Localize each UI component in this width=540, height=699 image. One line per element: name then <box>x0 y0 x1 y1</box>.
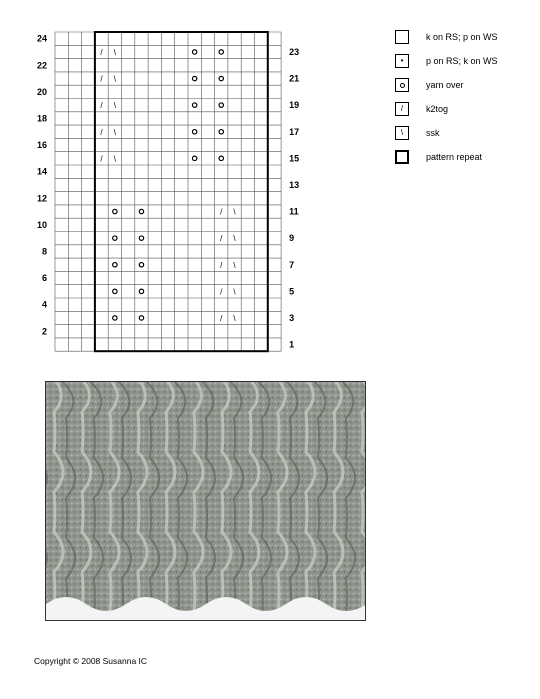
yarn-over-mark <box>219 50 223 54</box>
yarn-over-mark <box>219 103 223 107</box>
legend-label: yarn over <box>426 80 464 90</box>
legend-item-yarn-over <box>395 78 535 94</box>
row-number-left: 2 <box>41 326 47 337</box>
row-number-left: 16 <box>36 140 47 151</box>
row-number-right: 7 <box>289 259 295 270</box>
ssk-mark: \ <box>233 207 236 217</box>
ssk-mark: \ <box>233 234 236 244</box>
k2tog-icon: / <box>395 102 409 116</box>
ssk-mark: \ <box>113 47 116 57</box>
yarn-over-mark <box>139 316 143 320</box>
yarn-over-mark <box>192 103 196 107</box>
legend-item-ssk <box>395 126 535 142</box>
yarn-over-mark <box>139 263 143 267</box>
k2tog-mark: / <box>100 127 103 137</box>
row-number-right: 1 <box>289 339 295 350</box>
yarn-over-mark <box>113 209 117 213</box>
row-number-right: 15 <box>289 153 300 164</box>
ssk-icon: \ <box>395 126 409 140</box>
legend-item-purl <box>395 54 535 70</box>
ssk-mark: \ <box>233 313 236 323</box>
row-number-right: 3 <box>289 312 295 323</box>
yarn-over-mark <box>113 289 117 293</box>
k2tog-mark: / <box>220 313 223 323</box>
row-number-left: 22 <box>36 60 47 71</box>
k2tog-mark: / <box>220 287 223 297</box>
row-number-left: 18 <box>36 113 47 124</box>
yarn-over-mark <box>192 130 196 134</box>
legend-item-pattern-repeat <box>395 150 535 166</box>
legend-label: ssk <box>426 128 440 138</box>
legend-item-k2tog <box>395 102 535 118</box>
yarn-over-mark <box>113 236 117 240</box>
lace-swatch-photo <box>45 381 366 621</box>
row-number-right: 17 <box>289 126 300 137</box>
dot-square-icon: • <box>395 54 409 68</box>
row-number-left: 20 <box>36 86 47 97</box>
row-number-right: 19 <box>289 100 300 111</box>
row-number-right: 11 <box>289 206 299 217</box>
legend-item-knit <box>395 30 535 46</box>
row-number-right: 23 <box>289 46 300 57</box>
yarn-over-mark <box>139 209 143 213</box>
row-number-left: 14 <box>36 166 47 177</box>
yarn-over-mark <box>139 236 143 240</box>
row-number-left: 6 <box>41 273 47 284</box>
yarn-over-mark <box>219 76 223 80</box>
copyright-text: Copyright © 2008 Susanna IC <box>34 656 148 666</box>
lace-swatch-image <box>46 382 366 621</box>
ssk-mark: \ <box>113 127 116 137</box>
ssk-mark: \ <box>113 74 116 84</box>
yarn-over-icon <box>395 78 409 92</box>
row-number-right: 5 <box>289 286 295 297</box>
yarn-over-mark <box>192 50 196 54</box>
yarn-over-mark <box>113 316 117 320</box>
row-number-left: 10 <box>36 219 47 230</box>
ssk-mark: \ <box>113 154 116 164</box>
row-number-left: 12 <box>36 193 47 204</box>
k2tog-mark: / <box>100 47 103 57</box>
yarn-over-mark <box>113 263 117 267</box>
yarn-over-mark <box>192 156 196 160</box>
k2tog-mark: / <box>100 101 103 111</box>
yarn-over-mark <box>219 156 223 160</box>
row-number-left: 8 <box>41 246 47 257</box>
yarn-over-mark <box>219 130 223 134</box>
k2tog-mark: / <box>100 74 103 84</box>
k2tog-mark: / <box>100 154 103 164</box>
ssk-mark: \ <box>233 287 236 297</box>
pattern-repeat-icon <box>395 150 409 164</box>
ssk-mark: \ <box>113 101 116 111</box>
row-number-left: 24 <box>36 33 47 44</box>
yarn-over-mark <box>192 76 196 80</box>
k2tog-mark: / <box>220 234 223 244</box>
empty-square-icon <box>395 30 409 44</box>
yarn-over-mark <box>139 289 143 293</box>
row-number-left: 4 <box>41 299 47 310</box>
k2tog-mark: / <box>220 260 223 270</box>
legend-label: pattern repeat <box>426 152 483 162</box>
row-number-right: 21 <box>289 73 300 84</box>
row-number-right: 9 <box>289 233 295 244</box>
legend-label: k2tog <box>426 104 449 114</box>
row-number-right: 13 <box>289 179 300 190</box>
legend-label: k on RS; p on WS <box>426 32 498 42</box>
k2tog-mark: / <box>220 207 223 217</box>
ssk-mark: \ <box>233 260 236 270</box>
legend-label: p on RS; k on WS <box>426 56 498 66</box>
